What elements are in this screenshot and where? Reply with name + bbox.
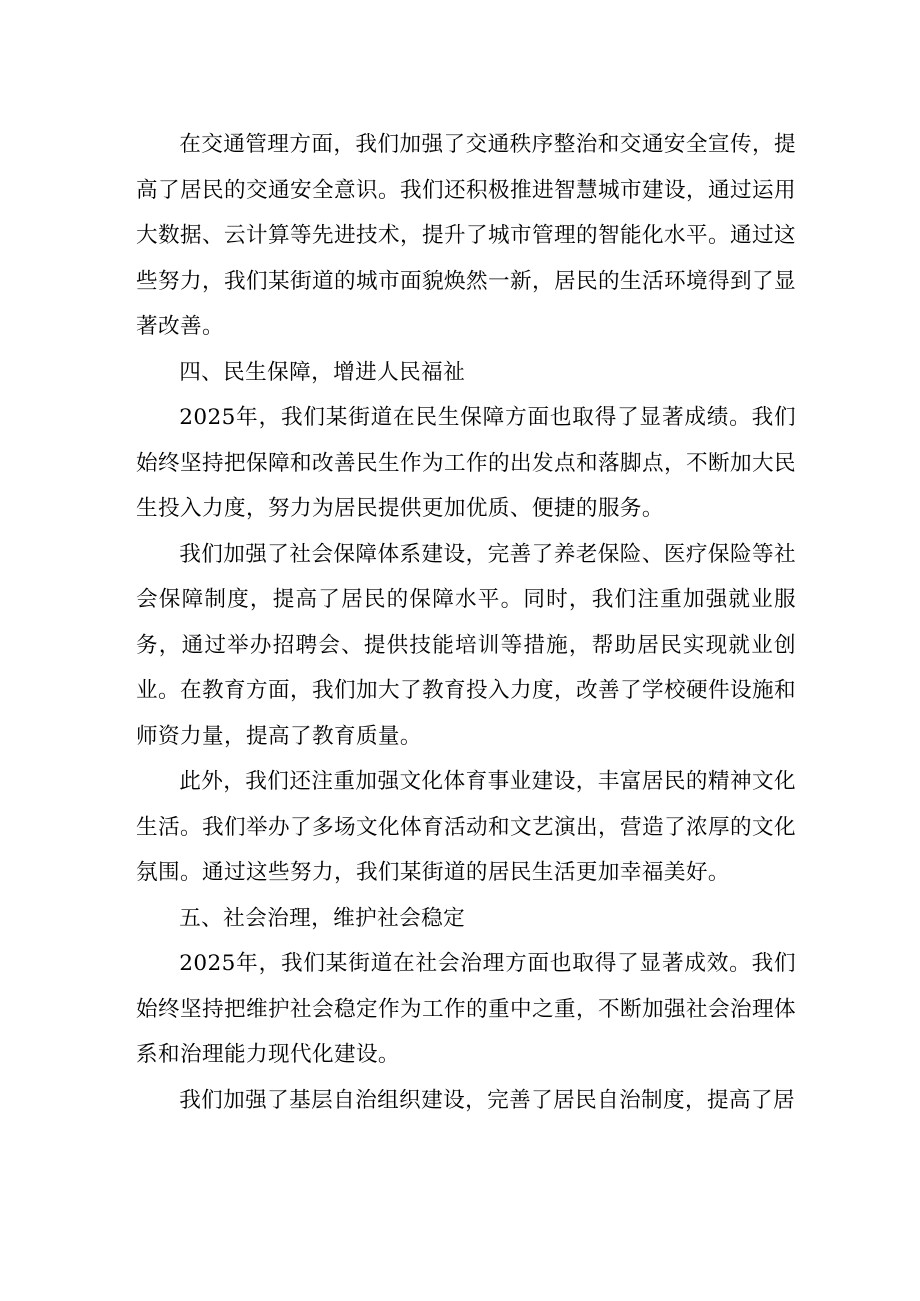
paragraph-grassroots-autonomy: 我们加强了基层自治组织建设，完善了居民自治制度，提高了居 xyxy=(179,1087,796,1113)
section-heading-governance: 五、社会治理，维护社会稳定 xyxy=(179,905,466,931)
section-heading-livelihood: 四、民生保障，增进人民福祉 xyxy=(179,359,466,385)
paragraph-culture-sports: 此外，我们还注重加强文化体育事业建设，丰富居民的精神文化生活。我们举办了多场文化体育活动和文艺演出，营造了浓厚的文化氛围。通过这些努力，我们某街道的居民生活更加幸福美好。 xyxy=(136,769,796,885)
paragraph-urban-traffic: 在交通管理方面，我们加强了交通秩序整治和交通安全宣传，提高了居民的交通安全意识。我们还积极推进智慧城市建设，通过运用大数据、云计算等先进技术，提升了城市管理的智能化水平。通过这些努力，我们某街道的城市面貌焕然一新，居民的生活环境得到了显著改善。 xyxy=(136,132,796,339)
paragraph-social-security: 我们加强了社会保障体系建设，完善了养老保险、医疗保险等社会保障制度，提高了居民的保障水平。同时，我们注重加强就业服务，通过举办招聘会、提供技能培训等措施，帮助居民实现就业创业。在教育方面，我们加大了教育投入力度，改善了学校硬件设施和师资力量，提高了教育质量。 xyxy=(136,541,796,749)
document-body xyxy=(136,122,796,1123)
paragraph-governance-intro: 2025年，我们某街道在社会治理方面也取得了显著成效。我们始终坚持把维护社会稳定作为工作的重中之重，不断加强社会治理体系和治理能力现代化建设。 xyxy=(136,951,796,1067)
paragraph-livelihood-intro: 2025年，我们某街道在民生保障方面也取得了显著成绩。我们始终坚持把保障和改善民生作为工作的出发点和落脚点，不断加大民生投入力度，努力为居民提供更加优质、便捷的服务。 xyxy=(136,405,796,521)
